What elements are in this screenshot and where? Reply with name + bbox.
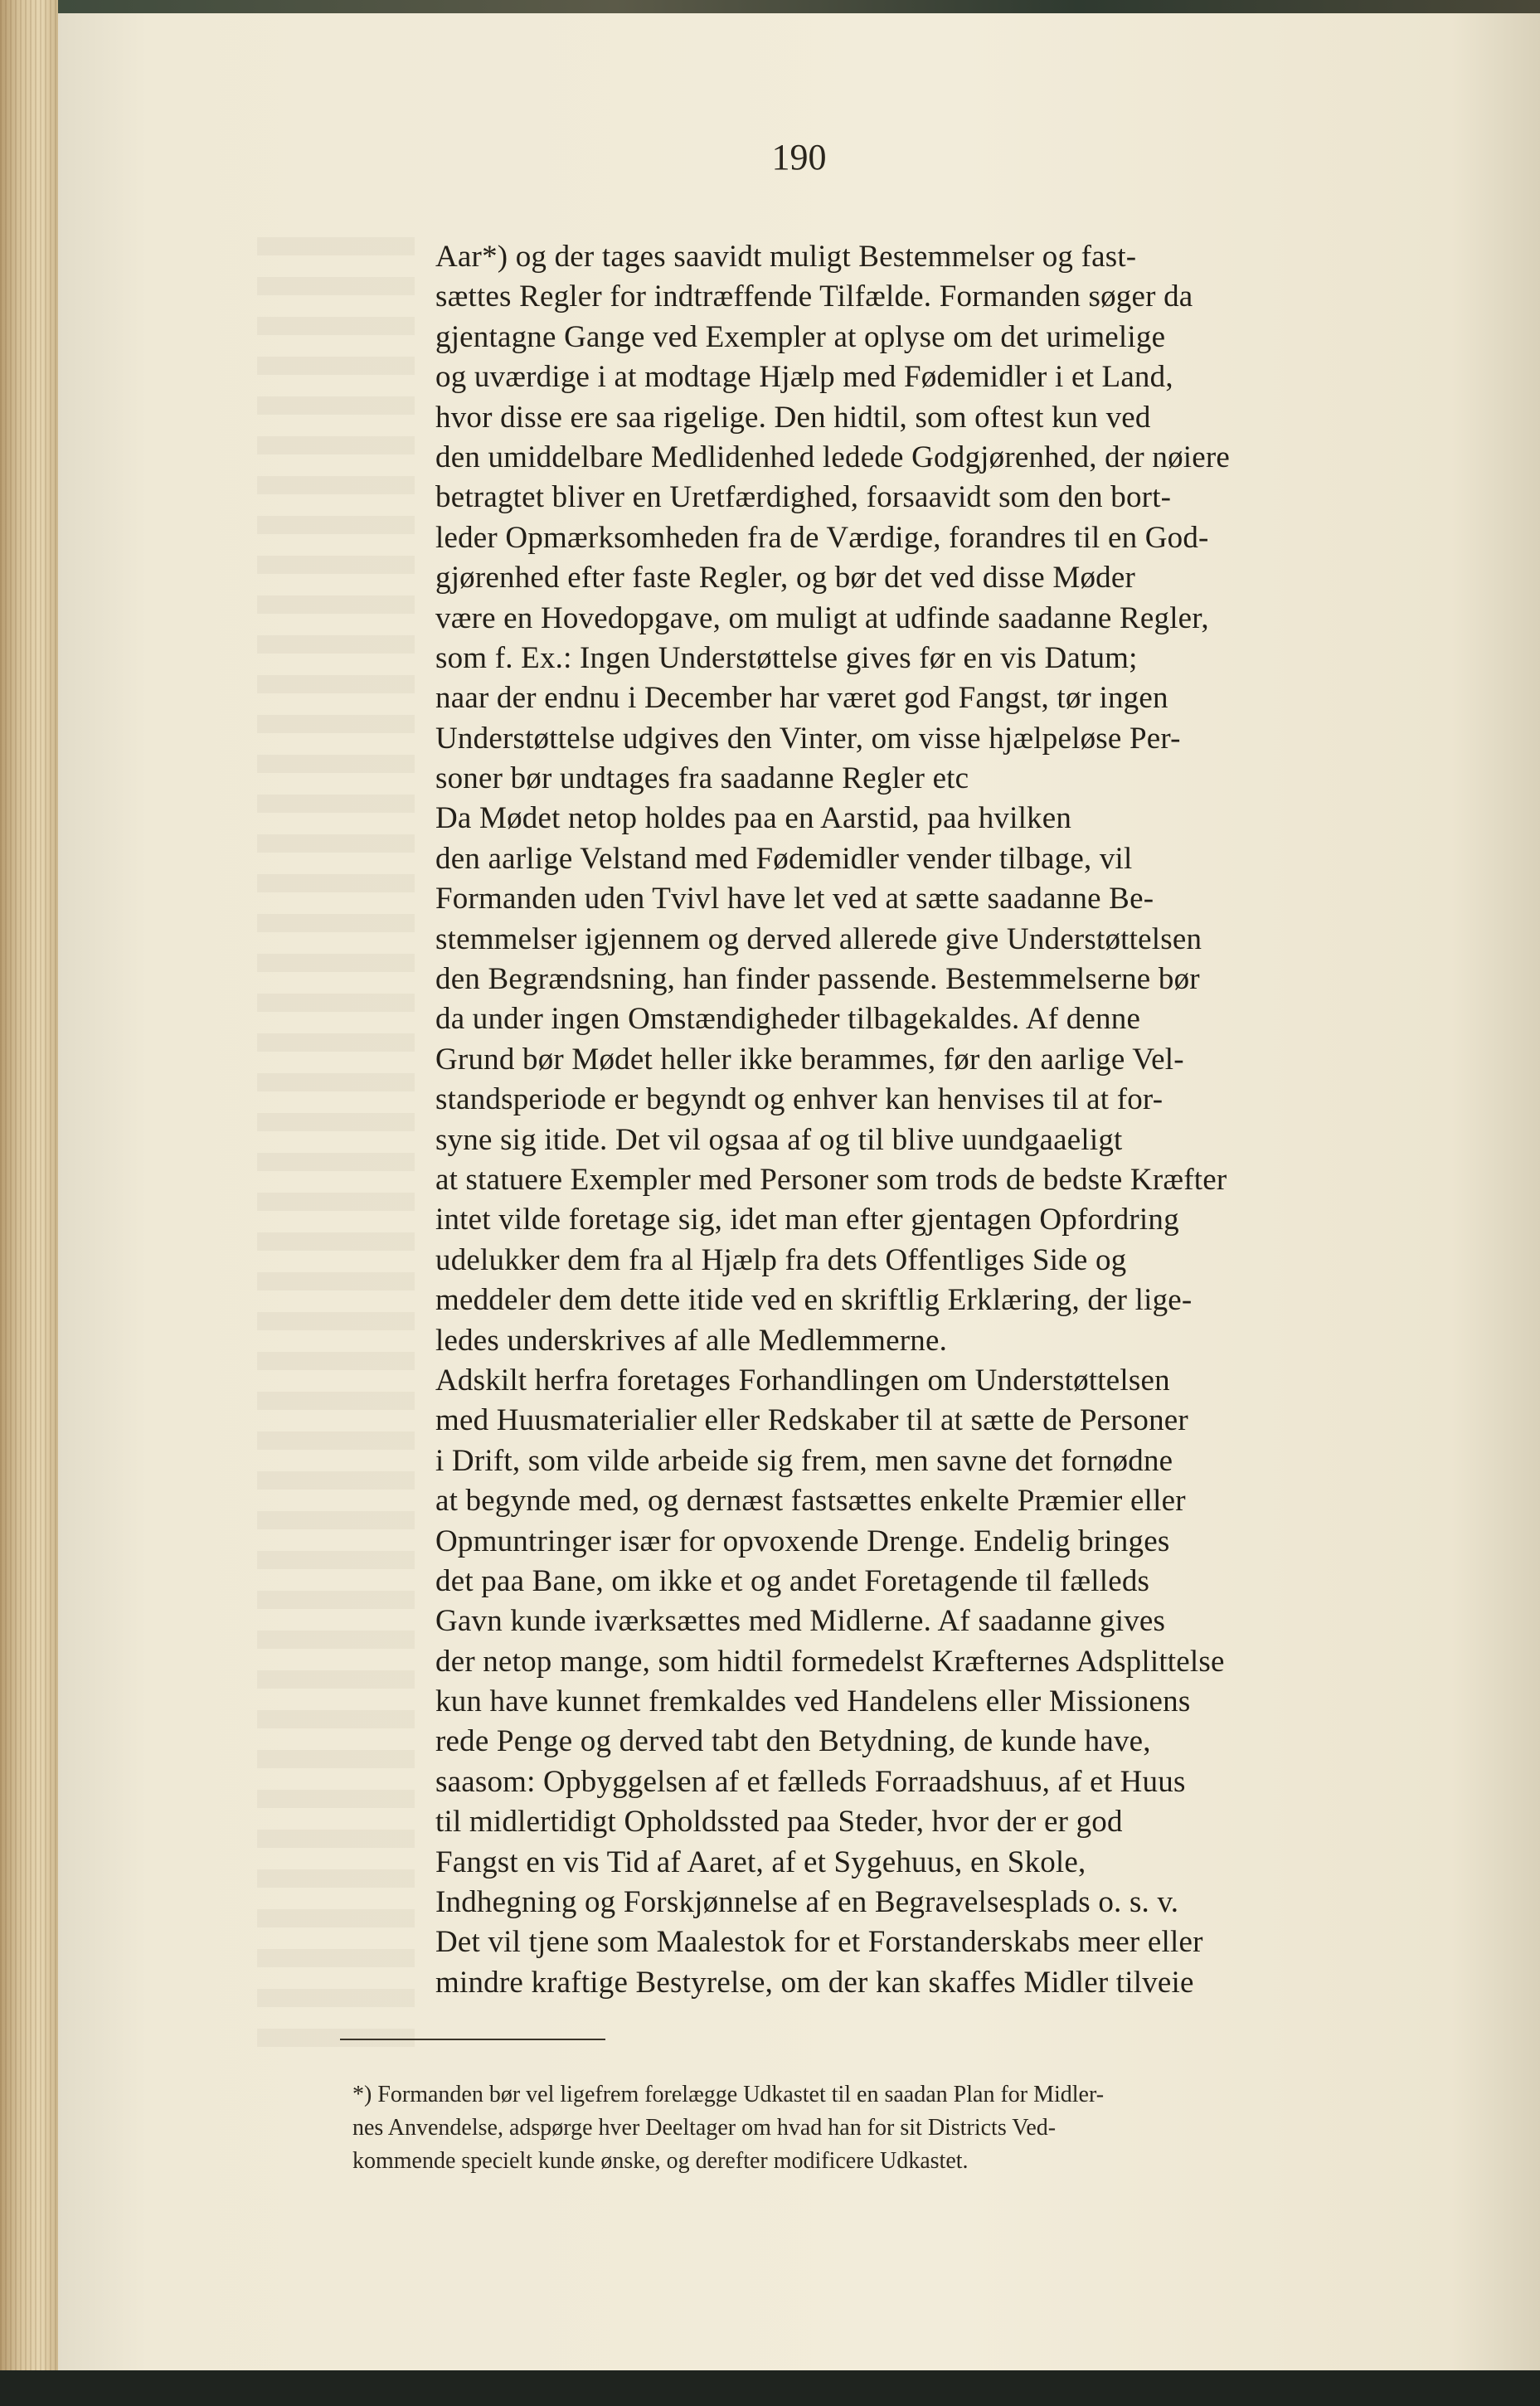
text-line: Da Mødet netop holdes paa en Aarstid, paa hvilken [435,801,1072,836]
text-line: det paa Bane, om ikke et og andet Foretagende til fælleds [435,1563,1150,1598]
text-line: at begynde med, og dernæst fastsættes enkelte Præmier eller [435,1484,1186,1519]
page-number: 190 [771,137,827,177]
footnote [352,2078,1480,2178]
text-line: gjørenhed efter faste Regler, og bør det ved disse Møder [435,561,1135,595]
text-line: som f. Ex.: Ingen Understøttelse gives før en vis Datum; [435,640,1138,675]
text-line: Formanden uden Tvivl have let ved at sætte saadanne Be- [435,882,1154,916]
book-bottom-edge [0,2370,1540,2406]
text-line: intet vilde foretage sig, idet man efter gjentagen Opfordring [435,1203,1179,1237]
book-top-edge [0,0,1540,13]
text-line: Understøttelse udgives den Vinter, om visse hjælpeløse Per- [435,721,1181,756]
text-line: gjentagne Gange ved Exempler at oplyse om det urimelige [435,319,1166,354]
text-line: Fangst en vis Tid af Aaret, af et Sygehuus, en Skole, [435,1845,1086,1879]
text-line: til midlertidigt Opholdssted paa Steder, hvor der er god [435,1805,1123,1840]
text-line: rede Penge og derved tabt den Betydning, de kunde have, [435,1724,1151,1759]
text-line: den aarlige Velstand med Fødemidler vender tilbage, vil [435,841,1133,876]
text-line: leder Opmærksomheden fra de Værdige, forandres til en God- [435,520,1209,555]
show-through-text [257,237,415,2062]
text-line: Det vil tjene som Maalestok for et Forstanderskabs meer eller [435,1925,1203,1960]
footnote-line: *) Formanden bør vel ligefrem forelægge Udkastet til en saadan Plan for Midler- [352,2082,1105,2107]
text-line: soner bør undtages fra saadanne Regler etc [435,761,969,796]
text-line: Indhegning og Forskjønnelse af en Begravelsesplads o. s. v. [435,1885,1179,1920]
text-line: mindre kraftige Bestyrelse, om der kan skaffes Midler tilveie [435,1965,1194,2000]
body-text [435,237,1467,2003]
text-line: og uværdige i at modtage Hjælp med Fødemidler i et Land, [435,360,1173,395]
footnote-line: nes Anvendelse, adspørge hver Deeltager om hvad han for sit Districts Ved- [352,2115,1057,2141]
text-line: Opmuntringer især for opvoxende Drenge. Endelig bringes [435,1524,1170,1558]
footnote-line: kommende specielt kunde ønske, og derefter modificere Udkastet. [352,2148,969,2174]
text-line: kun have kunnet fremkaldes ved Handelens eller Missionens [435,1684,1191,1719]
book-page [58,13,1540,2370]
text-line: være en Hovedopgave, om muligt at udfinde saadanne Regler, [435,600,1209,635]
text-line: den umiddelbare Medlidenhed ledede Godgjørenhed, der nøiere [435,440,1231,474]
text-line: at statuere Exempler med Personer som trods de bedste Kræfter [435,1162,1227,1197]
text-line: udelukker dem fra al Hjælp fra dets Offentliges Side og [435,1242,1127,1277]
text-line: betragtet bliver en Uretfærdighed, forsaavidt som den bort- [435,480,1172,515]
text-line: Adskilt herfra foretages Forhandlingen om Understøttelsen [435,1363,1170,1397]
text-line: hvor disse ere saa rigelige. Den hidtil, som oftest kun ved [435,400,1151,435]
text-line: ledes underskrives af alle Medlemmerne. [435,1323,948,1358]
text-line: Grund bør Mødet heller ikke berammes, før den aarlige Vel- [435,1042,1184,1077]
footnote-rule [340,2039,605,2040]
text-line: der netop mange, som hidtil formedelst Kræfternes Adsplittelse [435,1644,1225,1679]
text-line: i Drift, som vilde arbeide sig frem, men savne det fornødne [435,1443,1173,1478]
text-line: saasom: Opbyggelsen af et fælleds Forraadshuus, af et Huus [435,1764,1186,1799]
text-line: med Huusmaterialier eller Redskaber til at sætte de Personer [435,1403,1188,1438]
text-line: meddeler dem dette itide ved en skriftlig Erklæring, der lige- [435,1283,1193,1318]
text-line: naar der endnu i December har været god Fangst, tør ingen [435,681,1168,716]
text-line: stemmelser igjennem og derved allerede give Understøttelsen [435,921,1202,956]
text-line: Gavn kunde iværksættes med Midlerne. Af saadanne gives [435,1604,1166,1639]
text-line: syne sig itide. Det vil ogsaa af og til blive uundgaaeligt [435,1122,1123,1157]
text-line: standsperiode er begyndt og enhver kan henvises til at for- [435,1082,1164,1117]
text-line: sættes Regler for indtræffende Tilfælde. Formanden søger da [435,279,1193,314]
text-line: Aar*) og der tages saavidt muligt Bestemmelser og fast- [435,240,1137,274]
text-line: da under ingen Omstændigheder tilbagekaldes. Af denne [435,1002,1141,1037]
book-fore-edge [0,0,58,2406]
text-line: den Begrændsning, han finder passende. Bestemmelserne bør [435,962,1200,997]
